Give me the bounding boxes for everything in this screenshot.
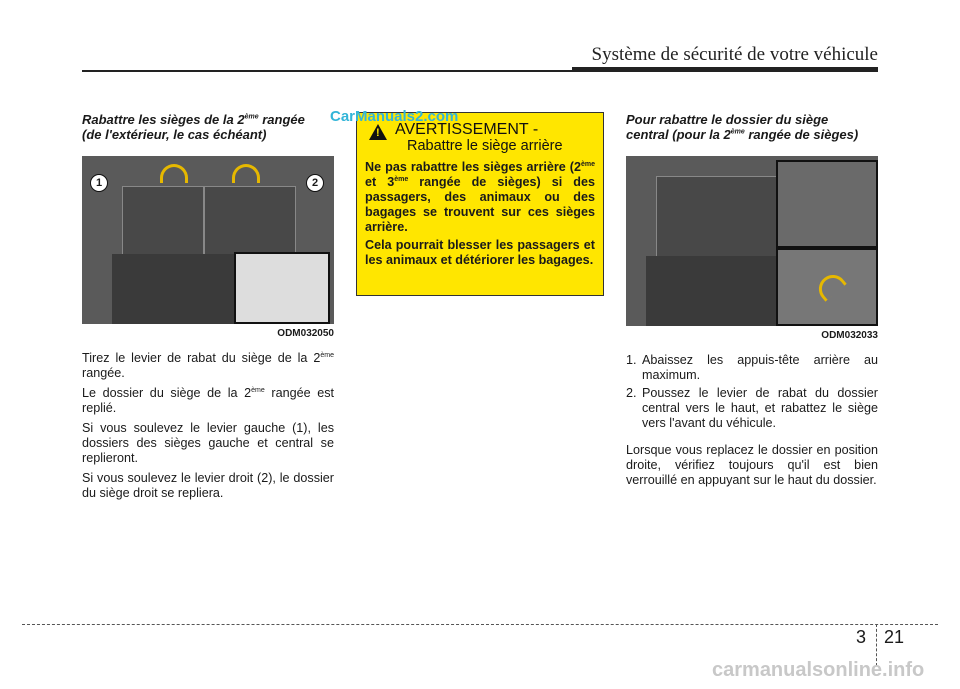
fold-arrow-left-icon bbox=[160, 164, 188, 183]
warning-paragraph-1: Ne pas rabattre les sièges arrière (2ème et 3ème rangée de sièges) si des passagers, des animaux ou des bagages se trouvent sur ces sièges arrière. bbox=[365, 160, 595, 234]
lever-inset bbox=[234, 252, 330, 324]
seat-back-center bbox=[656, 176, 778, 258]
left-figure-caption: ODM032050 bbox=[277, 328, 334, 339]
seat-back-left bbox=[122, 186, 204, 258]
page-header-title: Système de sécurité de votre véhicule bbox=[591, 44, 878, 65]
trunk-rear-figure bbox=[82, 156, 334, 324]
release-lever-inset bbox=[776, 160, 878, 248]
page-number: 21 bbox=[884, 627, 905, 647]
right-paragraph-1: Lorsque vous replacez le dossier en position droite, vérifiez toujours qu'il est bien verrouillé en appuyant sur le haut du dossier. bbox=[626, 443, 878, 487]
right-column bbox=[626, 112, 878, 493]
callout-1: 1 bbox=[90, 174, 108, 192]
right-figure-caption: ODM032033 bbox=[821, 330, 878, 341]
left-column bbox=[82, 112, 334, 506]
seat-back-right bbox=[204, 186, 296, 258]
warning-paragraph-2: Cela pourrait blesser les passagers et les animaux et détériorer les bagages. bbox=[365, 238, 595, 267]
warning-body bbox=[365, 160, 595, 268]
left-paragraph-3: Si vous soulevez le levier gauche (1), les dossiers des sièges gauche et central se replieront. bbox=[82, 421, 334, 465]
left-paragraph-2: Le dossier du siège de la 2ème rangée est replié. bbox=[82, 386, 335, 415]
center-seat-figure bbox=[626, 156, 878, 326]
warning-header bbox=[365, 121, 595, 155]
warning-box bbox=[356, 112, 604, 296]
list-item: 1. Abaissez les appuis-tête arrière au maximum. bbox=[626, 353, 878, 382]
fold-arrow-right-icon bbox=[232, 164, 260, 183]
left-paragraph-4: Si vous soulevez le levier droit (2), le dossier du siège droit se repliera. bbox=[82, 471, 334, 500]
callout-2: 2 bbox=[306, 174, 324, 192]
chapter-number: 3 bbox=[856, 627, 867, 647]
warning-subtitle: Rabattre le siège arrière bbox=[407, 138, 563, 154]
footer-rule bbox=[22, 624, 938, 625]
left-section-title: Rabattre les sièges de la 2ème rangée (de l'extérieur, le cas échéant) bbox=[82, 112, 305, 142]
header-rule-thick bbox=[572, 67, 878, 72]
left-paragraph-1: Tirez le levier de rabat du siège de la 2ème rangée. bbox=[82, 351, 334, 380]
watermark-top: CarManuals2.com bbox=[330, 108, 459, 125]
warning-title: AVERTISSEMENT - bbox=[395, 121, 539, 138]
warning-triangle-icon: ! bbox=[369, 124, 387, 140]
list-item: 2. Poussez le levier de rabat du dossier central vers le haut, et rabattez le siège vers l'avant du véhicule. bbox=[626, 386, 878, 430]
watermark-bottom: carmanualsonline.info bbox=[712, 659, 925, 681]
steps-list bbox=[626, 353, 878, 431]
right-section-title: Pour rabattre le dossier du siège central (pour la 2ème rangée de sièges) bbox=[626, 112, 859, 142]
